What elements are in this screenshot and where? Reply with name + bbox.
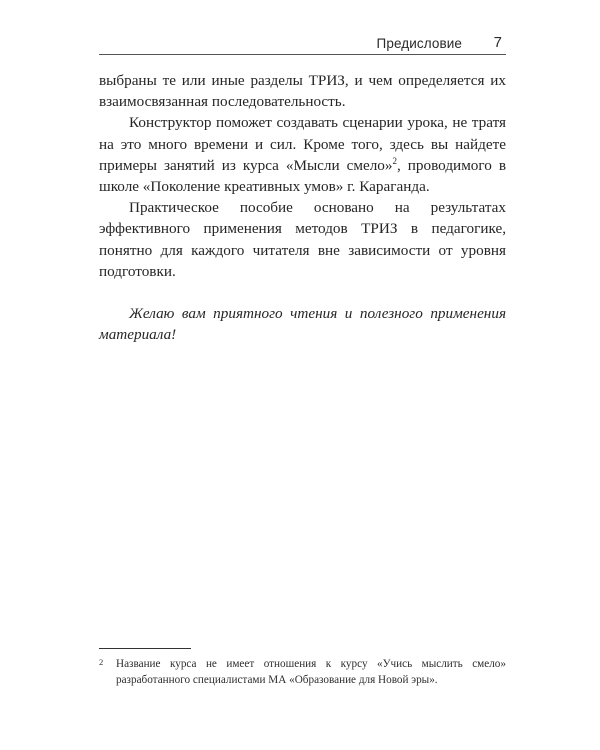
footnote-mark: 2 [99,657,104,667]
paragraph-practical-guide: Практическое пособие основано на результатах эффективного применения методов ТРИЗ в педагогике, понятно для каждого читателя вне зависимости от уровня подготовки. [99,199,506,280]
paragraph-constructor-text-end: , проводимого в школе «Поколение креативных умов» г. Караганда. [99,156,507,196]
footnote-reference: 2 [392,155,397,166]
closing-wish: Желаю вам приятного чтения и полезного применения материала! [99,305,506,344]
paragraph-constructor [99,112,506,197]
page-number: 7 [493,34,502,51]
footnote [99,656,506,688]
paragraph-constructor-text-start: Конструктор поможет создавать сценарии урока, не тратя на это много времени и сил. Кроме того, здесь вы найдете примеры занятий из курса «Мысли смело» [99,114,506,174]
running-head [99,34,506,55]
paragraph-continuation: выбраны те или иные разделы ТРИЗ, и чем определяется их взаимосвязанная последовательность. [99,72,506,111]
footnote-text: Название курса не имеет отношения к курсу «Учись мыслить смело» разработанного специалистами МА «Образование для Новой эры». [116,658,506,686]
body-text [99,70,506,345]
section-title: Предисловие [376,36,462,51]
footnote-divider [99,648,191,649]
